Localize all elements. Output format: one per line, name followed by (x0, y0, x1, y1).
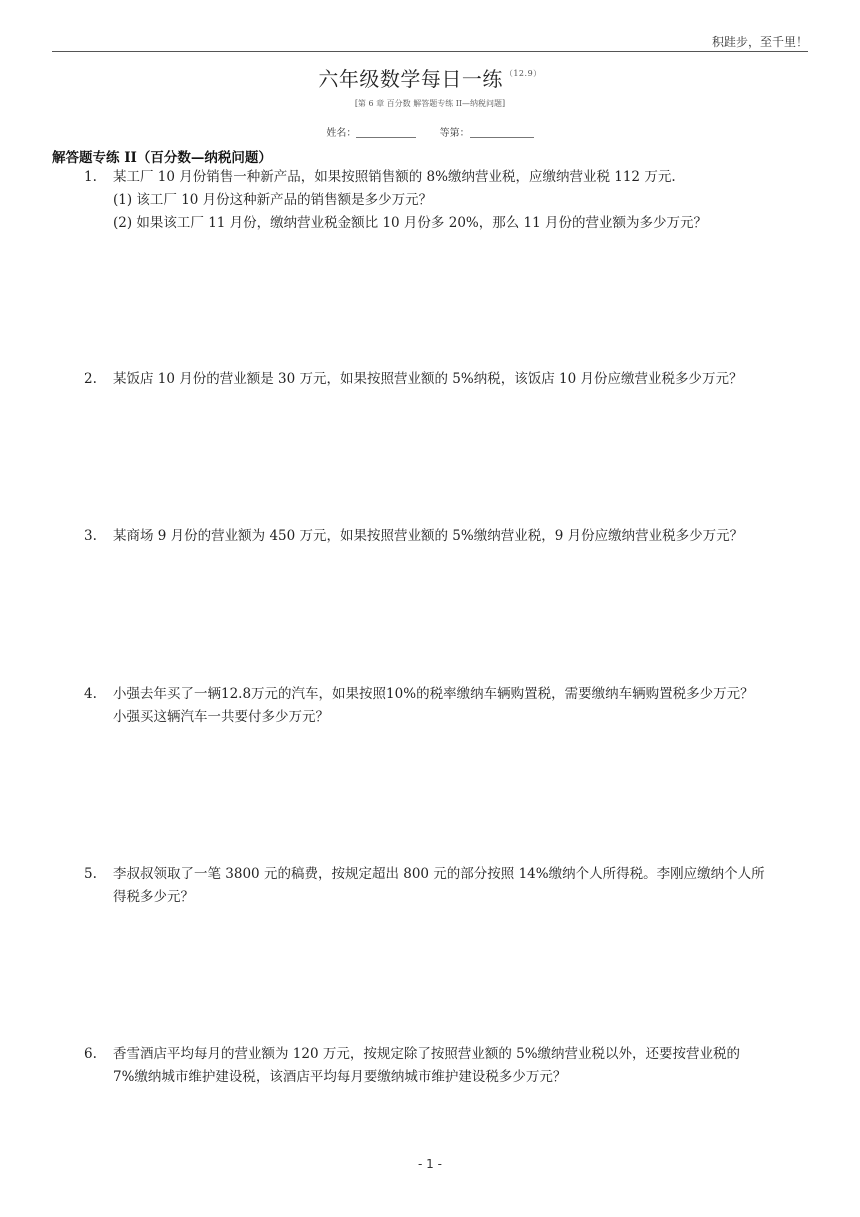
question-text-cont: 得税多少元？ (113, 889, 194, 905)
question-number: 4. (84, 686, 97, 702)
title-text: 六年级数学每日一练 (318, 67, 503, 91)
question-number: 6. (84, 1046, 97, 1062)
name-label: 姓名： (326, 128, 357, 139)
question-text: 李叔叔领取了一笔 3800 元的稿费，按规定超出 800 元的部分按照 14%缴纳个人所得税。李刚应缴纳个人所 (113, 866, 765, 882)
title-date: （12.9） (504, 69, 542, 78)
page-subtitle: [第 6 章 百分数 解答题专练 II—纳税问题] (354, 99, 506, 108)
question-5 (84, 863, 812, 909)
header-motto: 积跬步，至千里！ (711, 35, 808, 49)
question-subpart-2: (2) 如果该工厂 11 月份，缴纳营业税金额比 10 月份多 20%，那么 11 月份的营业额为多少万元？ (113, 215, 707, 231)
question-number: 3. (84, 528, 97, 544)
question-2 (84, 368, 812, 391)
name-field[interactable] (356, 127, 416, 138)
header-rule (52, 51, 808, 52)
question-text: 某工厂 10 月份销售一种新产品，如果按照销售额的 8%缴纳营业税，应缴纳营业税 112 万元. (113, 169, 676, 185)
grade-label: 等第： (439, 128, 470, 139)
student-info (0, 124, 860, 139)
question-text: 某饭店 10 月份的营业额是 30 万元，如果按照营业额的 5%纳税，该饭店 10 月份应缴营业税多少万元？ (113, 371, 743, 387)
question-text: 某商场 9 月份的营业额为 450 万元，如果按照营业额的 5%缴纳营业税，9 月份应缴纳营业税多少万元？ (113, 528, 744, 544)
question-3 (84, 525, 812, 548)
question-number: 1. (84, 169, 97, 185)
question-text-cont: 小强买这辆汽车一共要付多少万元？ (113, 709, 329, 725)
grade-field[interactable] (470, 127, 534, 138)
section-title: 解答题专练 II（百分数—纳税问题） (52, 150, 272, 166)
question-text-cont: 7%缴纳城市维护建设税，该酒店平均每月要缴纳城市维护建设税多少万元？ (113, 1069, 567, 1085)
page-title (0, 63, 860, 92)
question-4 (84, 683, 812, 729)
question-number: 2. (84, 371, 97, 387)
question-subpart-1: (1) 该工厂 10 月份这种新产品的销售额是多少万元？ (113, 192, 433, 208)
page-number: - 1 - (418, 1157, 442, 1171)
question-number: 5. (84, 866, 97, 882)
question-text: 小强去年买了一辆12.8万元的汽车，如果按照10%的税率缴纳车辆购置税，需要缴纳车辆购置税多少万元？ (113, 686, 754, 702)
question-6 (84, 1043, 812, 1089)
question-text: 香雪酒店平均每月的营业额为 120 万元，按规定除了按照营业额的 5%缴纳营业税以外，还要按营业税的 (113, 1046, 741, 1062)
question-1 (84, 166, 812, 235)
